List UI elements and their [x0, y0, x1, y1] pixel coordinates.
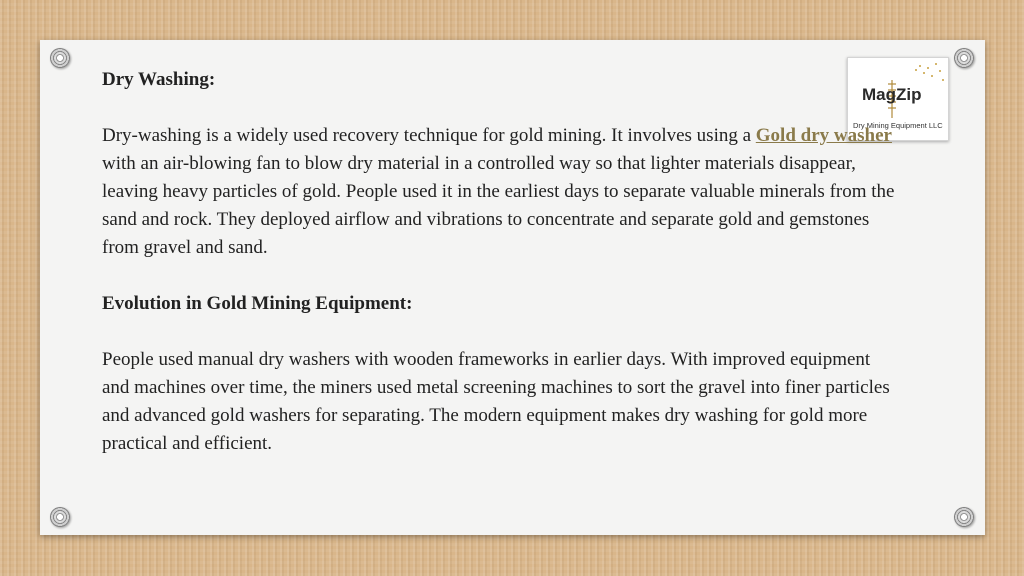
slide-card — [40, 40, 985, 535]
logo-tagline-text: Dry Mining Equipment LLC — [853, 121, 943, 130]
paragraph-text: Dry-washing is a widely used recovery technique for gold mining. It involves using a — [102, 125, 756, 146]
pushpin-icon — [50, 507, 70, 527]
gold-dry-washer-link[interactable]: Gold dry washer — [755, 125, 892, 146]
pushpin-icon — [954, 48, 974, 68]
slide-content — [102, 66, 902, 458]
dry-washing-paragraph — [102, 122, 902, 262]
logo-brand-text: MagZip — [862, 85, 922, 104]
pushpin-icon — [50, 48, 70, 68]
section-heading-evolution: Evolution in Gold Mining Equipment: — [102, 293, 413, 314]
paragraph-text: with an air-blowing fan to blow dry material in a controlled way so that lighter materials disappear, leaving heavy particles of gold. People used it in the earliest days to separate valuable minerals from the sand and rock. They deployed airflow and vibrations to concentrate and separate gold and gemstones from gravel and sand. — [102, 153, 895, 258]
pushpin-icon — [954, 507, 974, 527]
evolution-paragraph: People used manual dry washers with wooden frameworks in earlier days. With improved equipment and machines over time, the miners used metal screening machines to sort the gravel into finer particles and advanced gold washers for separating. The modern equipment makes dry washing for gold more practical and efficient. — [102, 349, 890, 454]
section-heading-dry-washing: Dry Washing: — [102, 69, 216, 90]
